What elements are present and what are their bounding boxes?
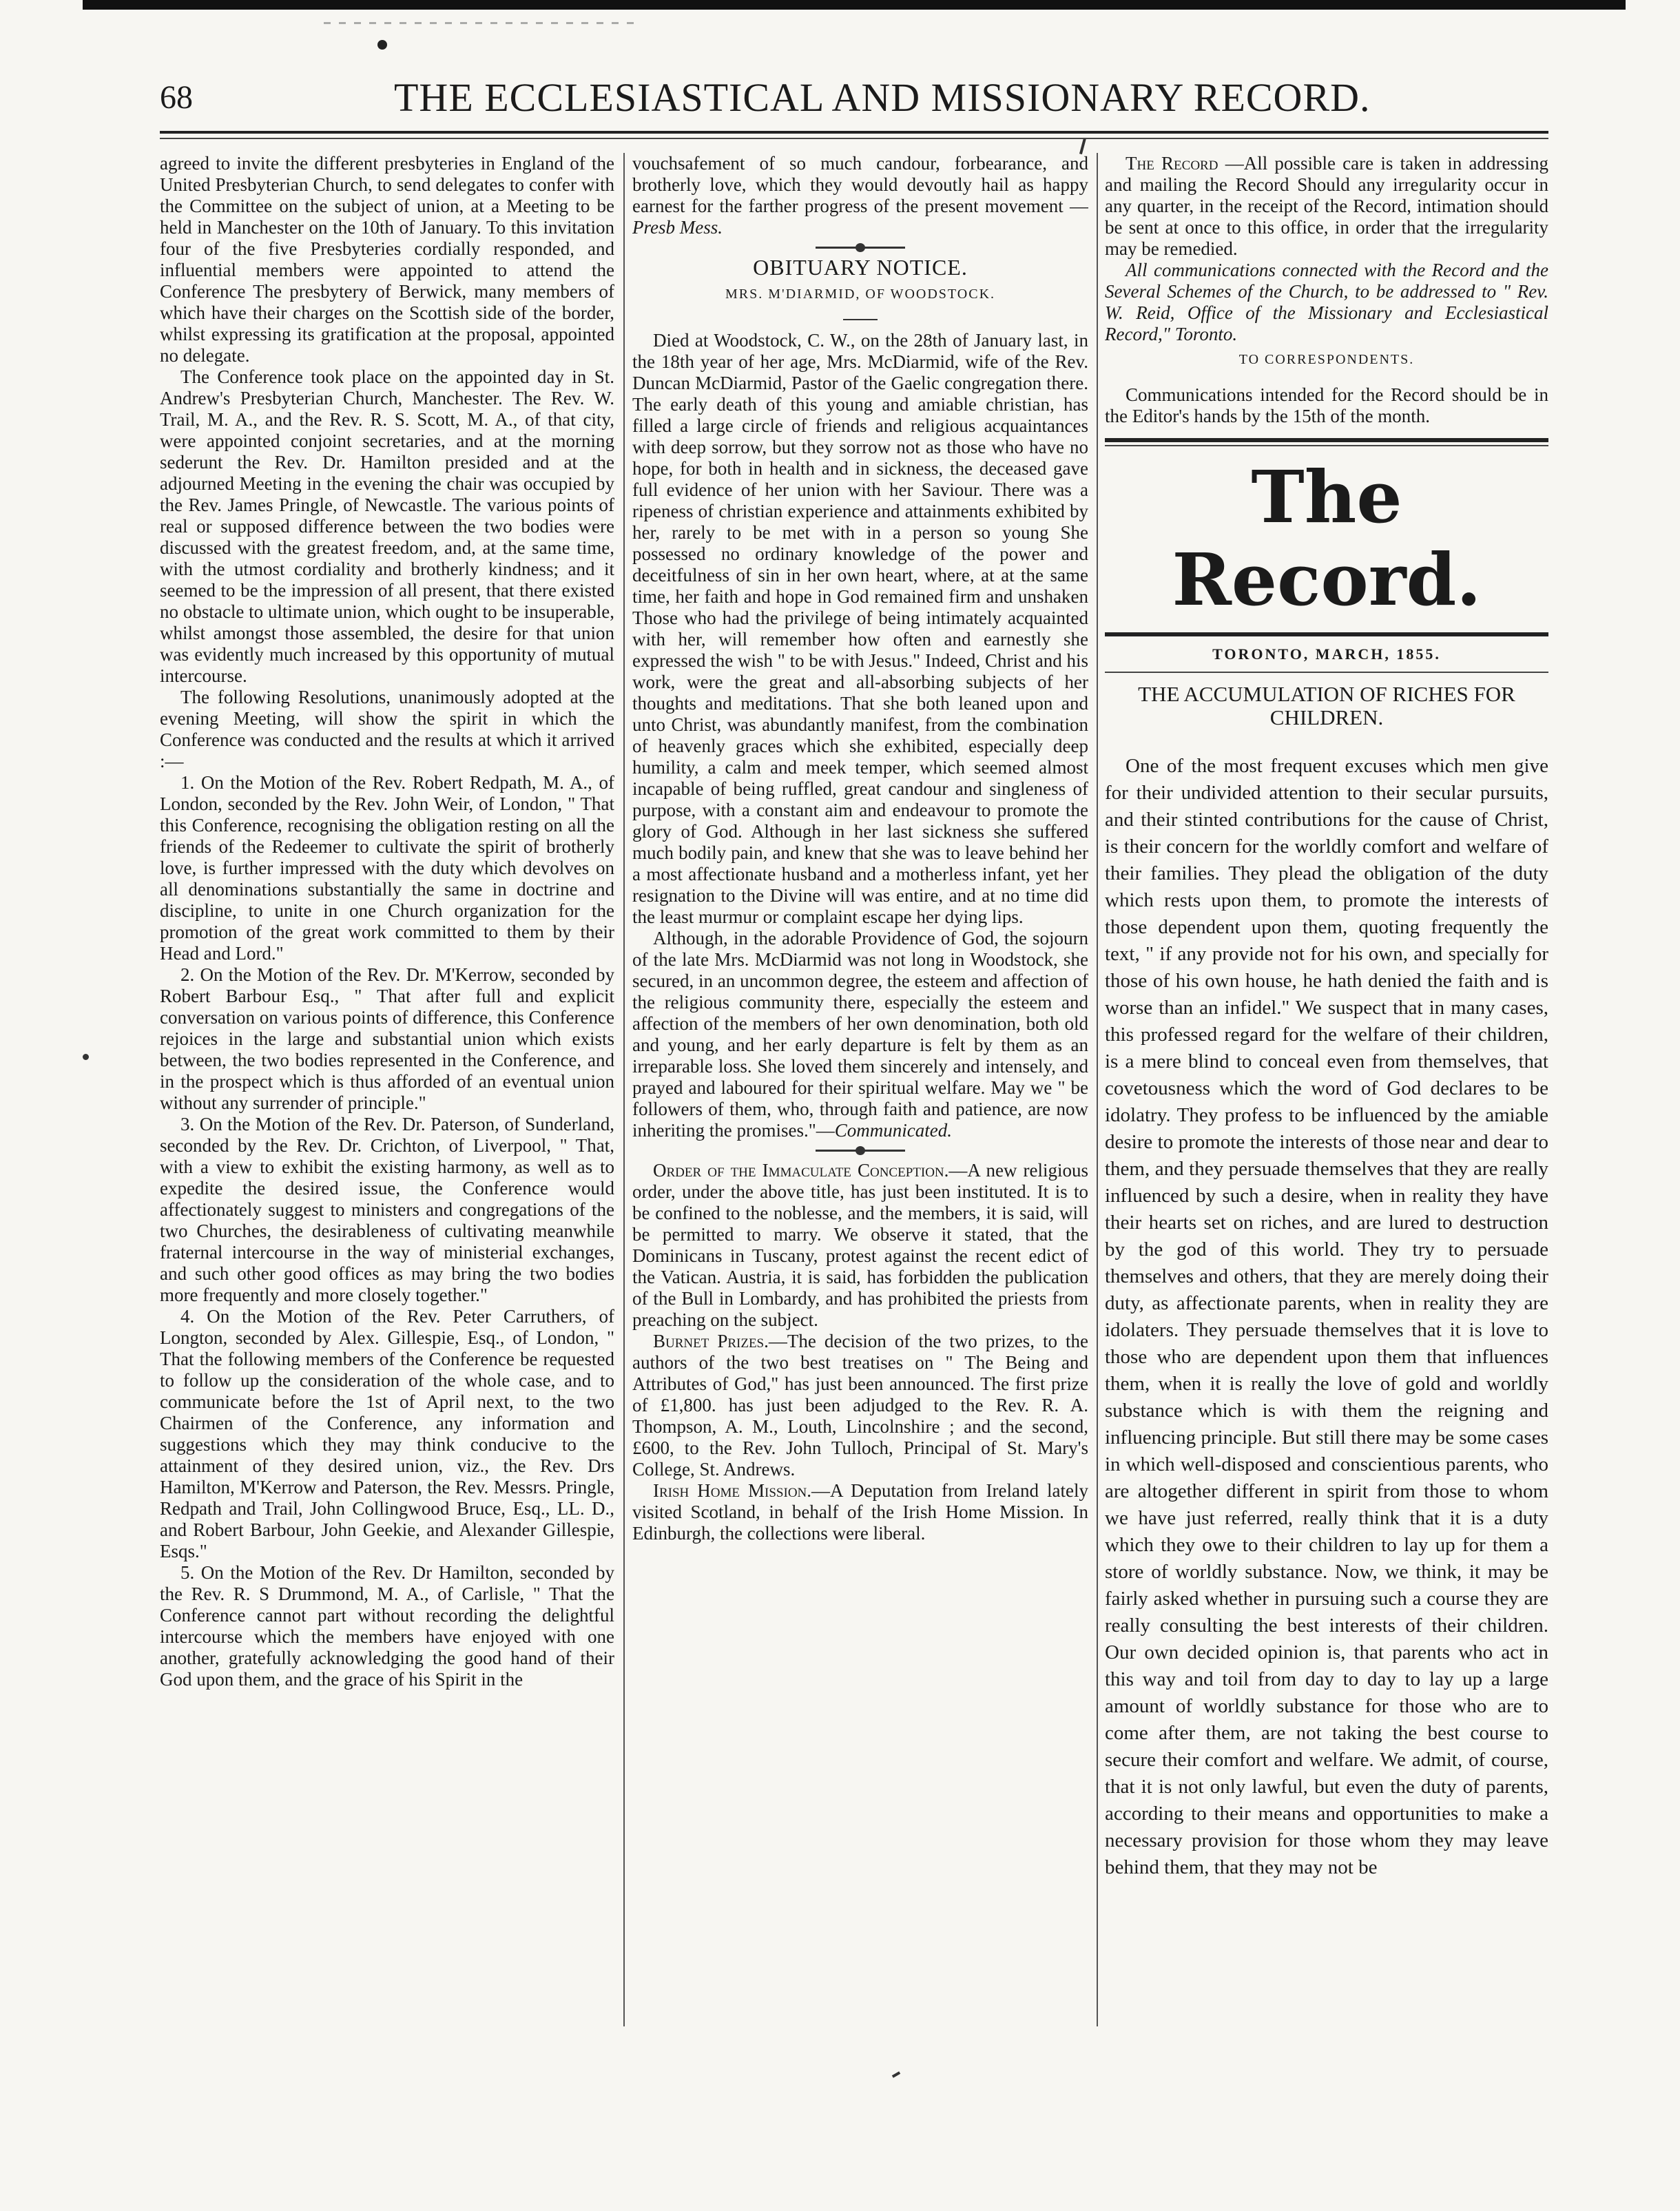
paragraph: agreed to invite the different presbyteries in England of the United Presbyterian Church, to send delegates to confer with the Committee on the subject of union, at a Meeting to be held in Manchester on the 10th of January. To this invitation four of the five Presbyteries cordially responded, and influential members were appointed to attend the Conference The presbytery of Berwick, many members of which have their charges on the Scottish side of the border, whilst expressing its gratification at the proposal, appointed no delegate.	[160, 153, 614, 366]
resolution-1: 1. On the Motion of the Rev. Robert Redpath, M. A., of London, seconded by the Rev. John Weir, of London, " That this Conference, recognising the obligation resting on all the friends of the Redeemer to cultivate the spirit of brotherly love, is further impressed with the duty which devolves on all denominations substantially the same in doctrine and discipline, to unite in one Church organization for the promotion of the great work committed to them by their Head and Lord."	[160, 772, 614, 964]
resolution-4: 4. On the Motion of the Rev. Peter Carruthers, of Longton, seconded by Alex. Gillespie, Esq., of London, " That the following members of the Conference be requested to follow up the consideration of the whole case, and to communicate before the 1st of April next, to the two Chairmen of the Conference, any information and suggestions which they may think conducive to the attainment of they desired union, viz., the Rev. Drs Hamilton, M'Kerrow and Paterson, the Rev. Messrs. Pringle, Redpath and Trail, John Collingwood Bruce, Esq., LL. D., and Robert Barbour, John Geekie, and Alexander Gillespie, Esqs."	[160, 1306, 614, 1561]
obituary-subheading: MRS. M'DIARMID, OF WOODSTOCK.	[725, 287, 996, 302]
resolution-2: 2. On the Motion of the Rev. Dr. M'Kerrow, seconded by Robert Barbour Esq., " That after full and explicit conversation on various points of difference, this Conference rejoices in the large and substantial union which exists between, the two bodies represented in the Conference, and in the prospect which is thus afforded of an eventual union without any surrender of principle."	[160, 964, 614, 1113]
paragraph: The Conference took place on the appointed day in St. Andrew's Presbyterian Church, Manchester. The Rev. W. Trail, M. A., and the Rev. R. S. Scott, M. A., of that city, were appointed conjoint secretaries, and at the morning sederunt the Rev. Dr. Hamilton presided and at the adjourned Meeting in the evening the chair was occupied by the Rev. James Pringle, of Newcastle. The various points of real or supposed difference between the two bodies were discussed with the greatest freedom, and, at the same time, with the utmost cordiality and brotherly kindness; and it seemed to be the impression of all present, that there existed no obstacle to ultimate union, which ought to be insuperable, whilst amongst those assembled, the desire for that union was evidently much increased by this opportunity of mutual intercourse.	[160, 366, 614, 686]
news-item-heading: Irish Home Mission.	[653, 1480, 812, 1501]
source-credit: Communicated.	[834, 1120, 952, 1141]
news-item-heading: Burnet Prizes.	[653, 1331, 769, 1351]
ink-speck	[83, 1054, 89, 1060]
notice-text: All communications connected with the Record and the Several Schemes of the Church, to be addressed to " Rev. W. Reid, Office of the Missionary and Ecclesiastical Record," Toronto.	[1105, 260, 1548, 344]
dateline-rule	[1105, 672, 1548, 673]
article-body: One of the most frequent excuses which men give for their undivided attention to their secular pursuits, and their stinted contributions for the cause of Christ, is their concern for the worldly comfort and welfare of their families. They plead the obligation of the duty which rests upon them, to promote the interests of those dependent upon them, quoting frequently the text, " if any provide not for his own, and specially for those of his own house, he hath denied the faith and is worse than an infidel." We suspect that in many cases, this professed regard for the welfare of their children, is a mere blind to conceal even from themselves, that covetousness which the word of God declares to be idolatry. They profess to be influenced by the amiable desire to promote the interests of those near and dear to them, and they persuade themselves that they are really influenced by such a desire, when in reality they have their hearts set on riches, and are lured to destruction by the god of this world. They try to persuade themselves and others, that they are merely doing their duty, as affectionate parents, when in reality they are idolaters. They persuade themselves that it is love to those who are dependent upon them that influences them, when it is really the love of gold and worldly substance which is with them the reigning and influencing principle. But still there may be some cases in which well-disposed and conscientious parents, who are altogether different in spirit from those to whom we have just referred, really think that it is a duty which they owe to their children to lay up for them a store of worldly substance. Now, we think, it may be fairly asked whether in pursuing such a course they are really consulting the best interests of their children. Our own decided opinion is, that parents who act in this way and toil from day to day to lay up a large amount of worldly substance for those who are to come after them, are not taking the best course to secure their comfort and welfare. We admit, of course, that it is not only lawful, but even the duty of parents, according to their means and opportunities to make a necessary provision for those whom they may leave behind them, that they may not be	[1105, 755, 1548, 1878]
news-item	[632, 1331, 1088, 1480]
page-number: 68	[160, 79, 193, 116]
notice-heading: The Record	[1126, 153, 1218, 174]
dateline: TORONTO, MARCH, 1855.	[1212, 645, 1441, 663]
short-rule	[843, 319, 878, 320]
notice-text: —All possible care is taken in addressing and mailing the Record Should any irregularity occur in any quarter, in the receipt of the Record, intimation should be sent at once to this office, in order that the irregularity may be remedied.	[1105, 153, 1548, 259]
news-item	[632, 1160, 1088, 1331]
news-item-heading: Order of the Immaculate Conception.	[653, 1160, 949, 1181]
column-divider	[1097, 153, 1098, 2026]
ink-blot	[377, 40, 387, 50]
resolution-5: 5. On the Motion of the Rev. Dr Hamilton, seconded by the Rev. R. S Drummond, M. A., of Carlisle, " That the Conference cannot part without recording the delightful intercourse which the members have enjoyed with one another, gratefully acknowledging the good hand of their God upon them, and the grace of his Spirit in the	[160, 1562, 614, 1690]
ornamental-separator	[816, 1150, 905, 1152]
masthead-rule	[1105, 632, 1548, 636]
column-divider	[623, 153, 625, 2026]
paragraph-text: Although, in the adorable Providence of God, the sojourn of the late Mrs. McDiarmid was not long in Woodstock, she secured, in an uncommon degree, the esteem and affection of the religious community there, especially the esteem and affection of the members of her own denomination, both old and young, and her early departure is felt by them as an irreparable loss. She loved them sincerely and intensely, and prayed and laboured for their spiritual welfare. May we " be followers of them, who, through faith and patience, are now inheriting the promises."—	[632, 928, 1088, 1141]
ink-tick	[1079, 138, 1086, 154]
obituary-paragraph	[632, 928, 1088, 1141]
news-item-text: —A new religious order, under the above title, has just been instituted. It is to be confined to the noblesse, and the members, it is said, will be permitted to marry. We observe it stated, that the Dominicans in Tuscany, protest against the recent edict of the Vatican. Austria, it is said, has forbidden the publication of the Bull in Lombardy, and has prohibited the priests from preaching on the subject.	[632, 1160, 1088, 1330]
column-2	[632, 153, 1088, 2026]
masthead-rule-thin	[1105, 445, 1548, 446]
news-item-text: —The decision of the two prizes, to the authors of the two best treatises on " The Being and Attributes of God," has just been announced. The first prize of £1,800. has just been adjudged to the Rev. R. A. Thompson, A. M., Louth, Lincolnshire ; and the second, £600, to the Rev. John Tulloch, Principal of St. Mary's College, St. Andrews.	[632, 1331, 1088, 1480]
paragraph: The following Resolutions, unanimously adopted at the evening Meeting, will show the spirit in which the Conference was conducted and the results at which it arrived :—	[160, 687, 614, 771]
article-heading: THE ACCUMULATION OF RICHES FOR CHILDREN.	[1138, 682, 1515, 729]
header-rule-thin	[160, 138, 1548, 139]
ornamental-separator	[816, 247, 905, 249]
top-edge-bar	[83, 0, 1626, 10]
obituary-paragraph: Died at Woodstock, C. W., on the 28th of January last, in the 18th year of her age, Mrs. McDiarmid, wife of the Rev. Duncan McDiarmid, Pastor of the Gaelic congregation there. The early death of this young and amiable christian, has filled a large circle of friends and religious acquaintances with deep sorrow, but they sorrow not as those who have no hope, for both in health and in sickness, the deceased gave full evidence of her union with her Saviour. There was a ripeness of christian experience and attainments exhibited by her, rarely to be met with in a person so young She possessed no ordinary knowledge of the power and deceitfulness of sin in her own heart, where, at at the same time, her faith and hope in God remained firm and unshaken Those who had the privilege of being intimately acquainted with her, will remember how often and earnestly she expressed the wish " to be with Jesus." Indeed, Christ and his work, were the great and all-absorbing subjects of her thoughts and meditations. That she both leaned upon and unto Christ, was abundantly manifest, from the combination of heavenly graces which she exhibited, especially deep humility, a calm and meek temper, which seemed almost incapable of being ruffled, great candour and singleness of purpose, with a constant aim and endeavour to promote the glory of God. Although in her last sickness she suffered much bodily pain, and knew that she was to leave behind her a most affectionate husband and a motherless infant, yet her resignation to the Divine will was entire, and at no time did the least murmur or complaint escape her dying lips.	[632, 330, 1088, 927]
ink-mark	[892, 2071, 900, 2077]
news-item-text: —A Deputation from Ireland lately visited Scotland, in behalf of the Irish Home Mission. In Edinburgh, the collections were liberal.	[632, 1480, 1088, 1544]
masthead-rule	[1105, 438, 1548, 442]
correspondents-text: Communications intended for the Record should be in the Editor's hands by the 15th of the month.	[1105, 384, 1548, 426]
source-credit: Presb Mess.	[632, 217, 723, 238]
page-header	[160, 77, 1551, 125]
resolution-3: 3. On the Motion of the Rev. Dr. Paterson, of Sunderland, seconded by the Rev. Dr. Crichton, of Liverpool, " That, with a view to exhibit the existing harmony, as well as to expedite the desired issue, the Conference would affectionately suggest to ministers and congregations of the two Churches, the desirableness of cultivating meanwhile fraternal intercourse in the way of ministerial exchanges, and such other good offices as may bring the two bodies more frequently and more closely together."	[160, 1114, 614, 1305]
header-rule	[160, 131, 1548, 134]
paragraph-text: vouchsafement of so much candour, forbearance, and brotherly love, which they would devoutly hail as happy earnest for the farther progress of the present movement —	[632, 153, 1088, 216]
paragraph	[632, 153, 1088, 238]
column-1	[160, 153, 614, 2026]
correspondents-heading: TO CORRESPONDENTS.	[1238, 352, 1415, 367]
masthead-title: The Record.	[1172, 455, 1482, 622]
obituary-heading: OBITUARY NOTICE.	[753, 255, 968, 280]
notice	[1105, 153, 1548, 260]
notice-italic	[1105, 260, 1548, 345]
news-item	[632, 1480, 1088, 1544]
running-title: THE ECCLESIASTICAL AND MISSIONARY RECORD.	[394, 75, 1371, 120]
column-3	[1105, 153, 1548, 2026]
faint-top-marks	[324, 22, 641, 24]
